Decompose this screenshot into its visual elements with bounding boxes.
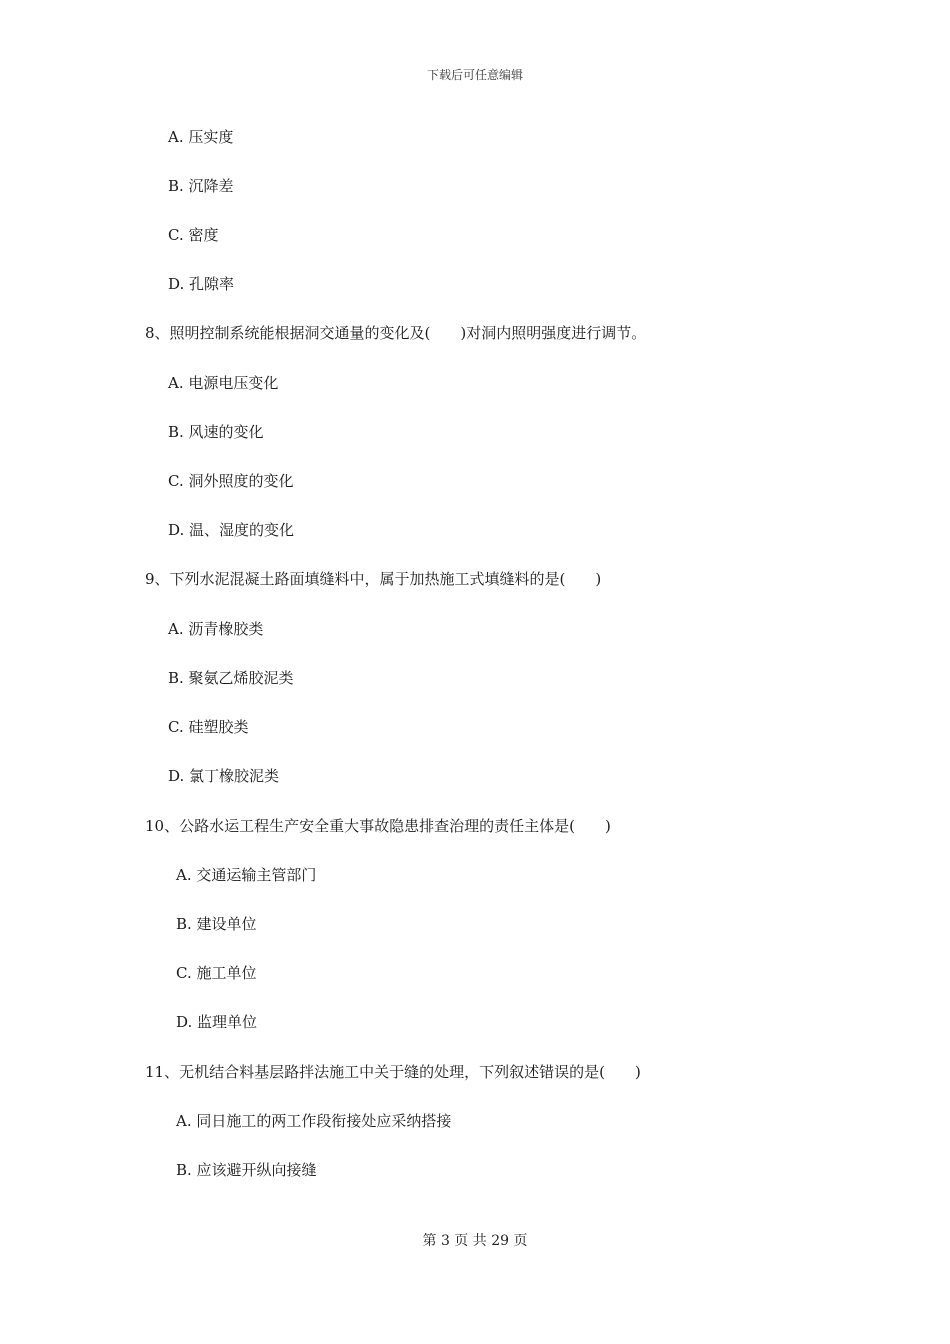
question-9: 9、下列水泥混凝土路面填缝料中，属于加热施工式填缝料的是( ) <box>145 570 602 588</box>
question-8-option-b: B. 风速的变化 <box>168 423 264 441</box>
option-d: D. 孔隙率 <box>168 275 235 293</box>
question-9-option-c: C. 硅塑胶类 <box>168 718 249 736</box>
question-10-option-b: B. 建设单位 <box>176 915 257 933</box>
question-8-option-a: A. 电源电压变化 <box>168 374 279 392</box>
question-11-option-a: A. 同日施工的两工作段衔接处应采纳搭接 <box>176 1112 452 1130</box>
question-8: 8、照明控制系统能根据洞交通量的变化及( )对洞内照明强度进行调节。 <box>145 324 647 342</box>
page-header: 下载后可任意编辑 <box>426 68 523 82</box>
question-9-option-a: A. 沥青橡胶类 <box>168 620 264 638</box>
page-number-footer: 第 3 页 共 29 页 <box>422 1233 528 1249</box>
option-b: B. 沉降差 <box>168 177 234 195</box>
question-9-option-d: D. 氯丁橡胶泥类 <box>168 767 280 785</box>
question-8-option-d: D. 温、湿度的变化 <box>168 521 295 539</box>
question-10: 10、公路水运工程生产安全重大事故隐患排查治理的责任主体是( ) <box>145 817 611 835</box>
question-10-option-c: C. 施工单位 <box>176 964 257 982</box>
question-8-option-c: C. 洞外照度的变化 <box>168 472 294 490</box>
option-c: C. 密度 <box>168 226 219 244</box>
question-10-option-a: A. 交通运输主管部门 <box>176 866 317 884</box>
question-10-option-d: D. 监理单位 <box>176 1013 258 1031</box>
question-11-option-b: B. 应该避开纵向接缝 <box>176 1161 317 1179</box>
question-11: 11、无机结合料基层路拌法施工中关于缝的处理，下列叙述错误的是( ) <box>145 1063 641 1081</box>
question-9-option-b: B. 聚氨乙烯胶泥类 <box>168 669 294 687</box>
option-a: A. 压实度 <box>168 128 234 146</box>
